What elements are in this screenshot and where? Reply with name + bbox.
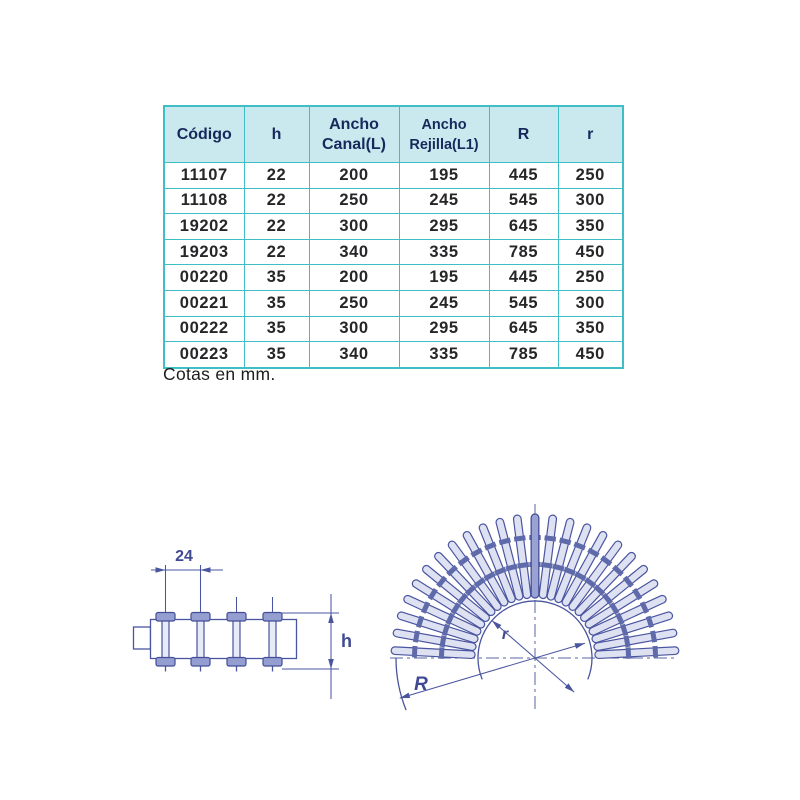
profile-end-cap (134, 627, 151, 649)
dim-label-24: 24 (175, 548, 193, 565)
cell-h: 22 (244, 239, 309, 265)
cell-ancho-rejilla: 295 (399, 316, 489, 342)
cell-h: 35 (244, 290, 309, 316)
fan-drawing (390, 504, 679, 712)
cell-ancho-canal: 250 (309, 290, 399, 316)
fan-bars (391, 514, 679, 661)
cell-R: 445 (489, 163, 558, 189)
cell-R: 445 (489, 265, 558, 291)
cell-h: 22 (244, 188, 309, 214)
cell-R: 785 (489, 342, 558, 368)
cell-R: 545 (489, 290, 558, 316)
cell-ancho-canal: 300 (309, 214, 399, 240)
header-codigo: Código (164, 106, 244, 163)
header-ancho-rejilla: Ancho Rejilla(L1) (399, 106, 489, 163)
cell-ancho-rejilla: 295 (399, 214, 489, 240)
cell-R: 645 (489, 214, 558, 240)
cell-h: 22 (244, 214, 309, 240)
cell-ancho-rejilla: 195 (399, 163, 489, 189)
cell-codigo: 19202 (164, 214, 244, 240)
cell-codigo: 00221 (164, 290, 244, 316)
cell-R: 785 (489, 239, 558, 265)
cell-h: 22 (244, 163, 309, 189)
cell-h: 35 (244, 265, 309, 291)
cell-codigo: 00222 (164, 316, 244, 342)
cell-r: 250 (558, 163, 623, 189)
dim-label-R: R (414, 674, 428, 695)
cell-r: 450 (558, 239, 623, 265)
cell-h: 35 (244, 316, 309, 342)
cell-r: 300 (558, 188, 623, 214)
outer-radius-arc (396, 658, 406, 710)
cell-ancho-rejilla: 245 (399, 188, 489, 214)
cell-r: 450 (558, 342, 623, 368)
cell-codigo: 11107 (164, 163, 244, 189)
cell-h: 35 (244, 342, 309, 368)
dimension-r (492, 621, 574, 693)
profile-drawing (134, 548, 353, 699)
cell-ancho-canal: 340 (309, 239, 399, 265)
cell-ancho-canal: 200 (309, 163, 399, 189)
header-R: R (489, 106, 558, 163)
dimension-24 (151, 548, 223, 573)
cell-ancho-rejilla: 335 (399, 239, 489, 265)
cell-ancho-rejilla: 335 (399, 342, 489, 368)
dim-label-r: r (501, 626, 509, 643)
cell-ancho-canal: 340 (309, 342, 399, 368)
cell-R: 645 (489, 316, 558, 342)
cell-ancho-rejilla: 195 (399, 265, 489, 291)
dim-label-h: h (341, 631, 352, 651)
cell-R: 545 (489, 188, 558, 214)
cell-ancho-canal: 300 (309, 316, 399, 342)
cell-r: 300 (558, 290, 623, 316)
cell-codigo: 00220 (164, 265, 244, 291)
cell-codigo: 11108 (164, 188, 244, 214)
cell-r: 250 (558, 265, 623, 291)
cell-ancho-canal: 200 (309, 265, 399, 291)
units-caption: Cotas en mm. (163, 364, 276, 384)
cell-codigo: 19203 (164, 239, 244, 265)
cell-ancho-rejilla: 245 (399, 290, 489, 316)
cell-r: 350 (558, 316, 623, 342)
fan-bar-center (531, 514, 539, 598)
cell-r: 350 (558, 214, 623, 240)
header-ancho-canal: Ancho Canal(L) (309, 106, 399, 163)
cell-codigo: 00223 (164, 342, 244, 368)
header-h: h (244, 106, 309, 163)
header-r: r (558, 106, 623, 163)
cell-ancho-canal: 250 (309, 188, 399, 214)
